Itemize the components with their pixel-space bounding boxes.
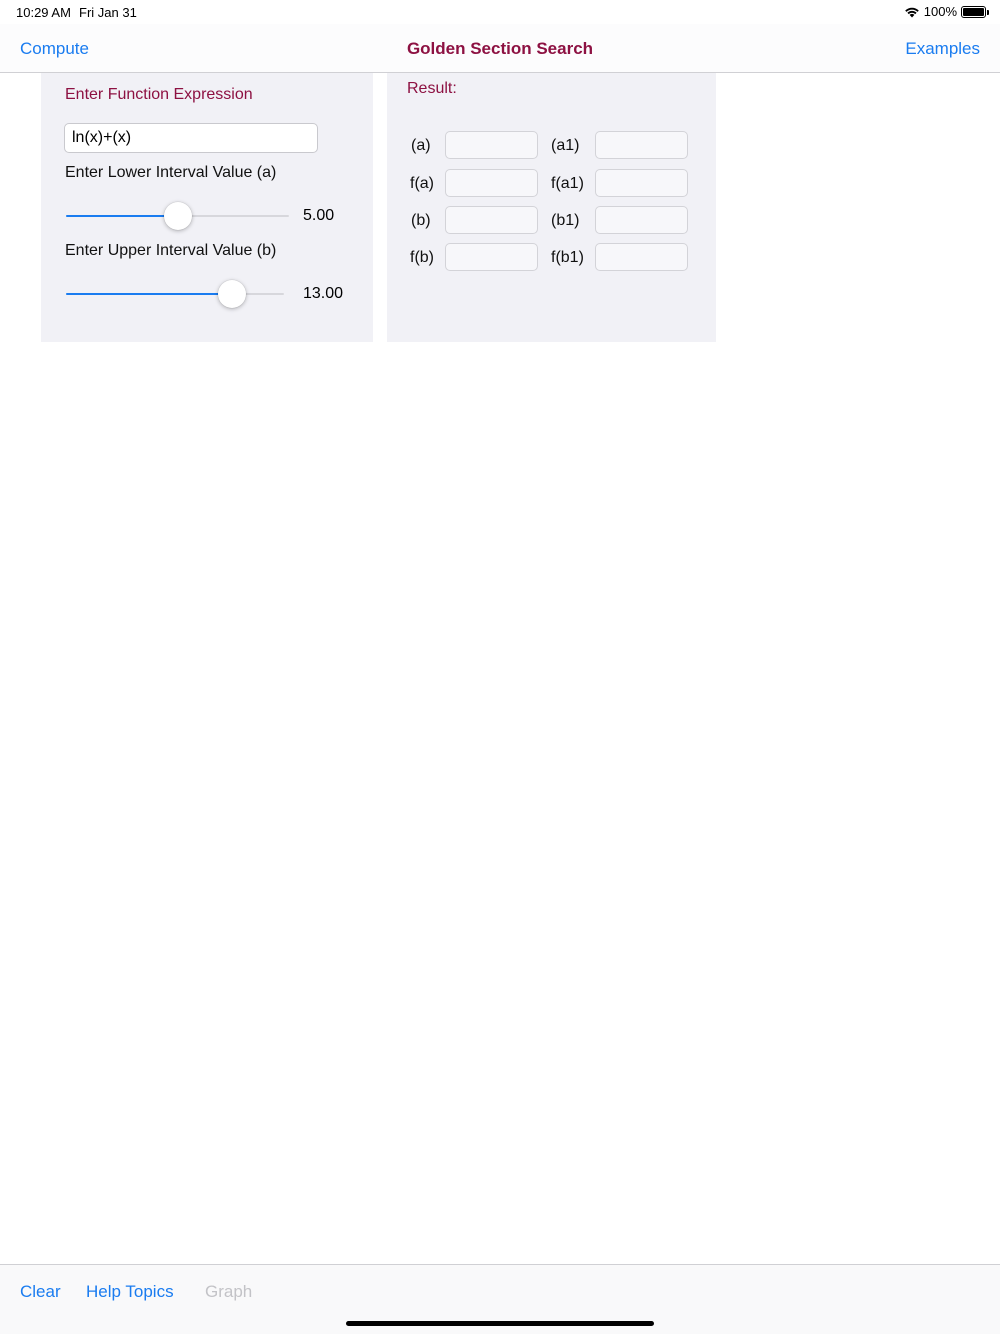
status-time: 10:29 AM (16, 5, 71, 20)
function-input[interactable]: ln(x)+(x) (64, 123, 318, 153)
result-label-b1: (b1) (551, 212, 580, 229)
upper-interval-value: 13.00 (303, 285, 344, 302)
lower-slider-thumb[interactable] (164, 202, 192, 230)
result-label-fa1: f(a1) (551, 175, 584, 192)
result-label-a1: (a1) (551, 137, 580, 154)
examples-button[interactable]: Examples (905, 39, 980, 58)
input-panel (41, 73, 373, 342)
result-label-fb: f(b) (410, 249, 434, 266)
navigation-bar (0, 24, 1000, 73)
battery-percent: 100% (923, 4, 957, 19)
lower-interval-slider[interactable] (66, 201, 289, 231)
function-label: Enter Function Expression (65, 86, 253, 103)
help-topics-button[interactable]: Help Topics (86, 1282, 174, 1301)
lower-interval-value: 5.00 (303, 207, 335, 224)
result-label-b: (b) (411, 212, 431, 229)
result-field-fb[interactable] (445, 243, 538, 271)
clear-button[interactable]: Clear (20, 1282, 61, 1301)
result-label-fb1: f(b1) (551, 249, 584, 266)
result-field-b1[interactable] (595, 206, 688, 234)
status-bar (0, 0, 1000, 24)
result-field-b[interactable] (445, 206, 538, 234)
result-field-fb1[interactable] (595, 243, 688, 271)
result-field-a1[interactable] (595, 131, 688, 159)
result-panel (387, 73, 716, 342)
result-label-fa: f(a) (410, 175, 434, 192)
upper-slider-thumb[interactable] (218, 280, 246, 308)
result-field-fa1[interactable] (595, 169, 688, 197)
result-label-a: (a) (411, 137, 431, 154)
upper-slider-fill (66, 293, 232, 295)
home-indicator (346, 1321, 654, 1326)
wifi-icon (904, 6, 920, 18)
page-title: Golden Section Search (406, 39, 594, 58)
lower-slider-fill (66, 215, 178, 217)
compute-button[interactable]: Compute (20, 39, 89, 58)
upper-interval-slider[interactable] (66, 279, 284, 309)
result-title: Result: (407, 80, 457, 97)
result-field-fa[interactable] (445, 169, 538, 197)
battery-icon (961, 6, 986, 18)
result-field-a[interactable] (445, 131, 538, 159)
graph-button[interactable]: Graph (205, 1282, 253, 1301)
upper-interval-label: Enter Upper Interval Value (b) (65, 242, 277, 259)
status-indicators (904, 4, 986, 19)
lower-interval-label: Enter Lower Interval Value (a) (65, 164, 277, 181)
status-date: Fri Jan 31 (79, 5, 137, 20)
